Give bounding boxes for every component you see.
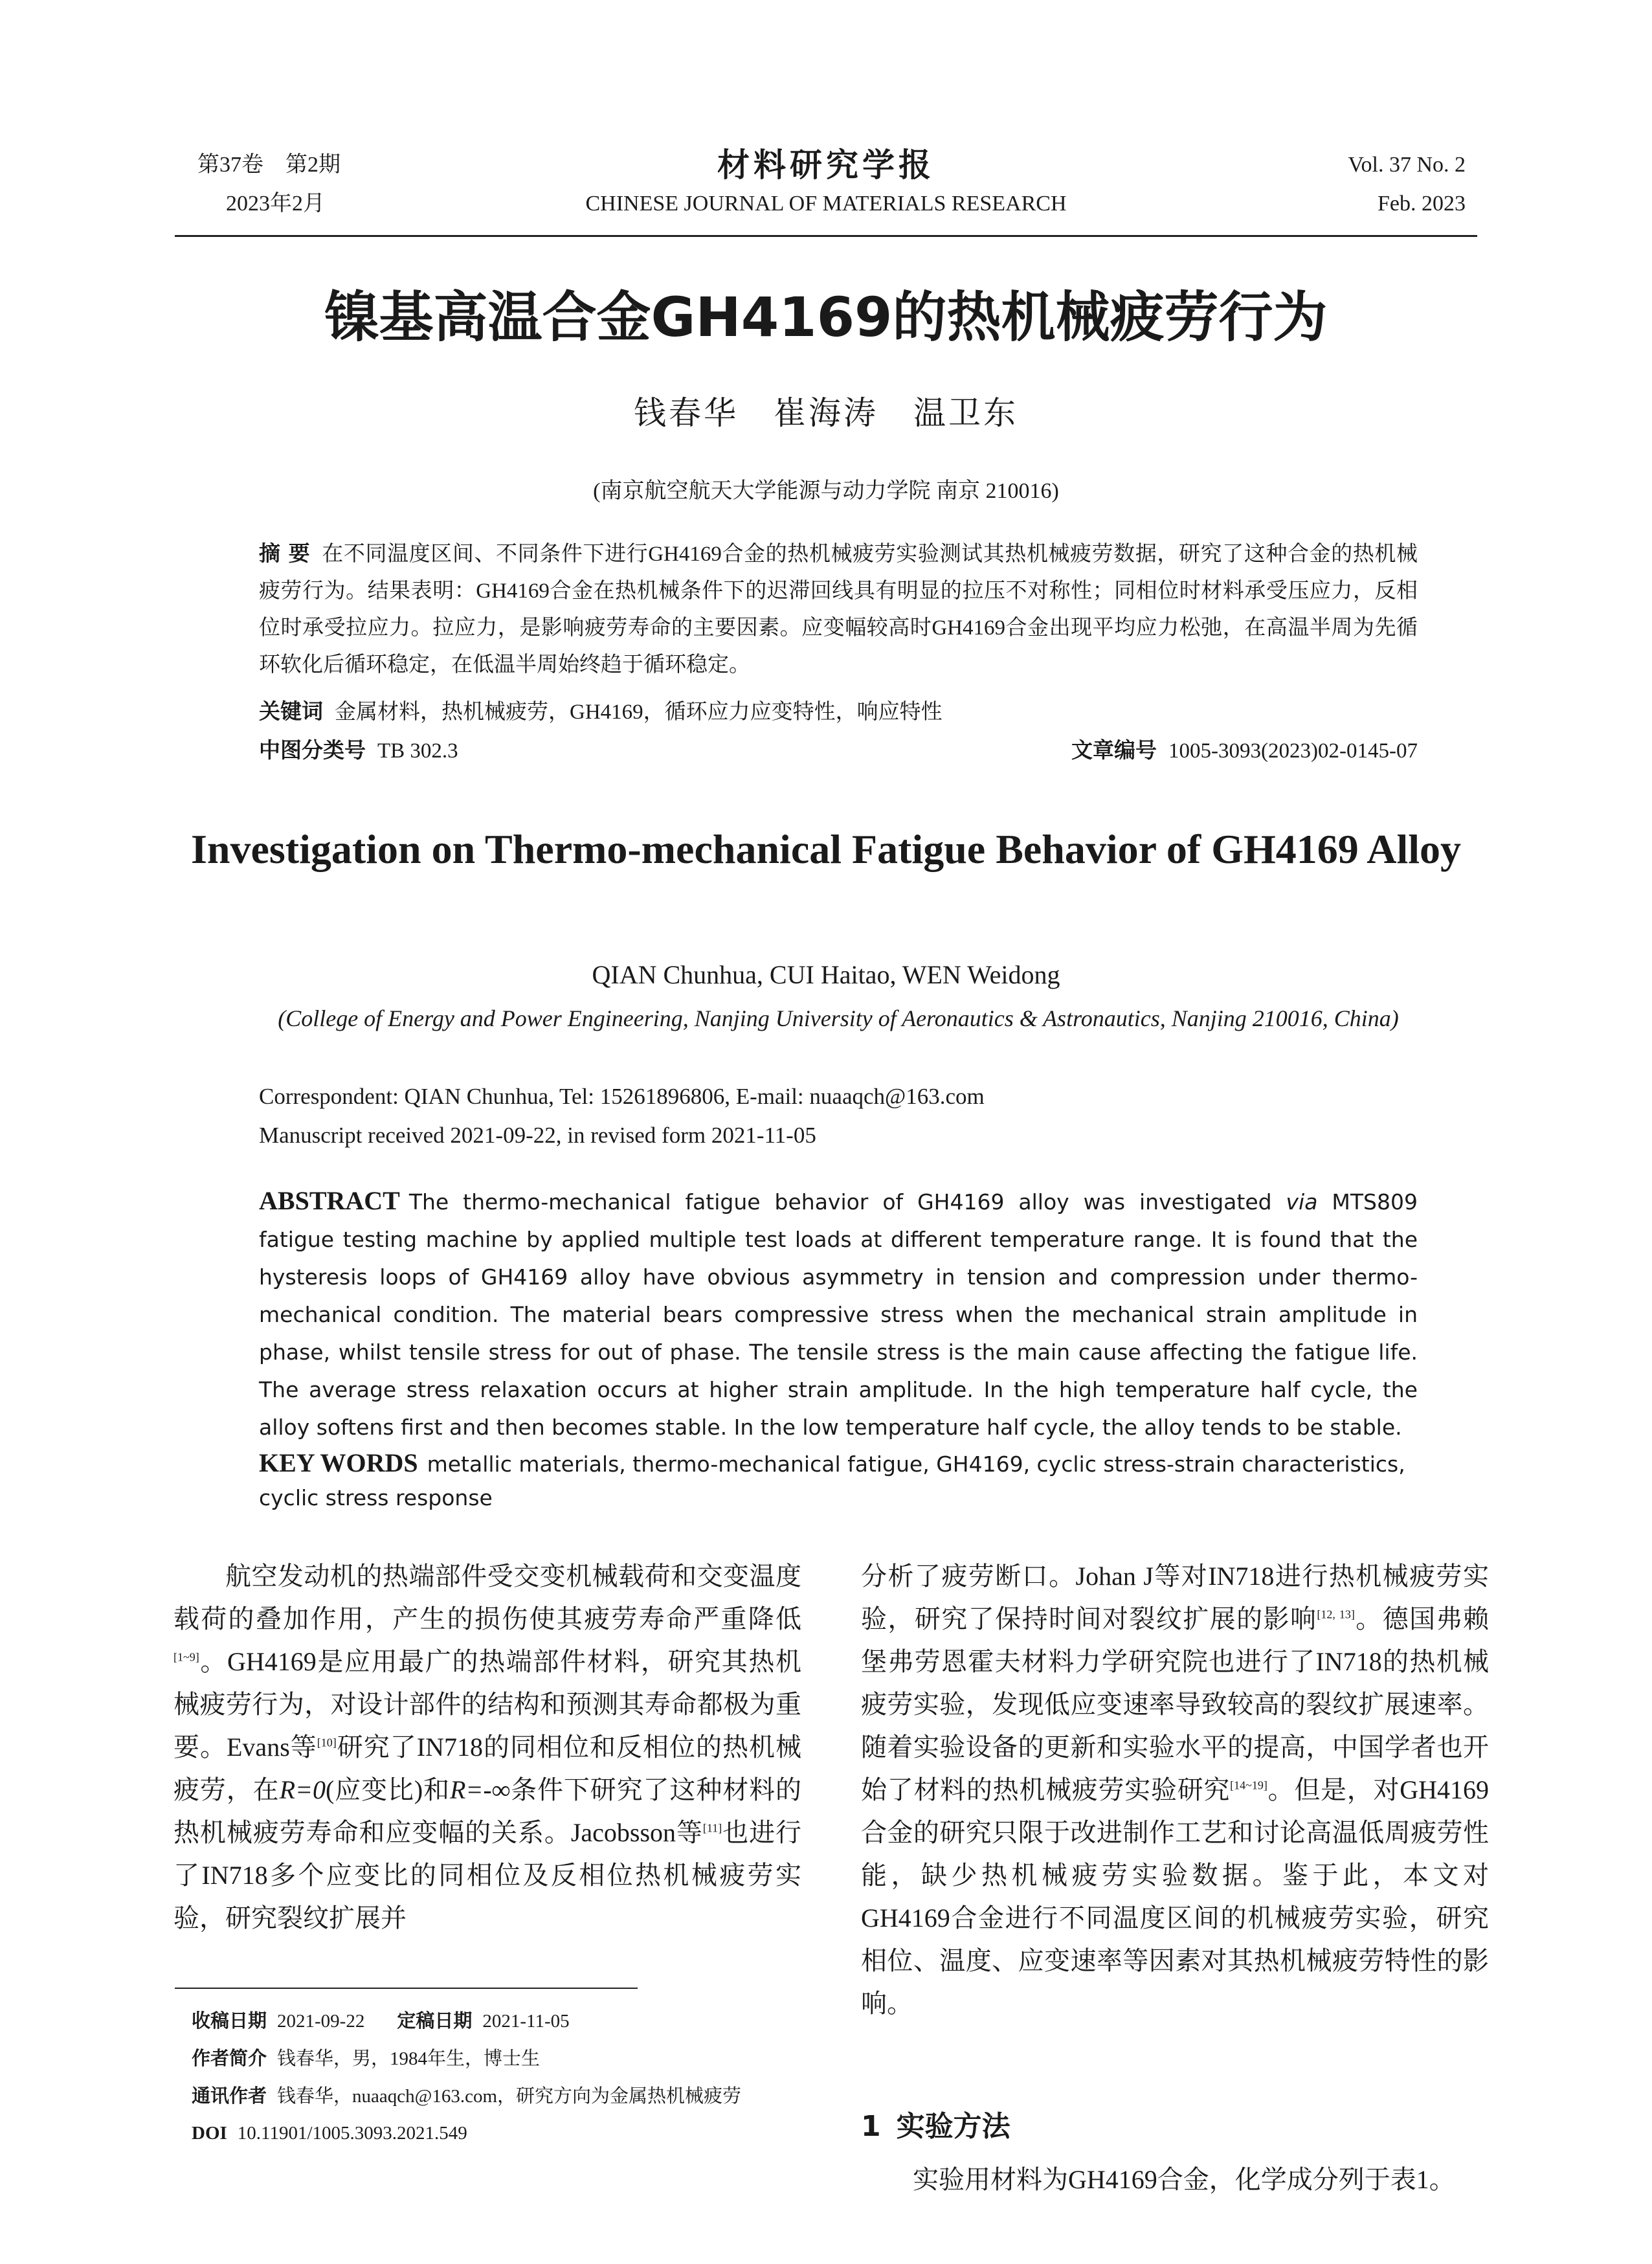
- section-heading: [861, 2105, 1010, 2148]
- footnote-doi: [192, 2115, 813, 2152]
- body-left-text-5: 条件下研究了这种材料的热机械疲劳寿命和应变幅的关系。Jacobsson等: [173, 1775, 802, 1847]
- author-bio: 钱春华，男，1984年生，博士生: [277, 2048, 541, 2069]
- body-left-text-1: 航空发动机的热端部件受交变机械载荷和交变温度载荷的叠加作用，产生的损伤使其疲劳寿命严重降低: [173, 1562, 801, 1633]
- body-left-text-6: 也进行了IN718多个应变比的同相位及反相位热机械疲劳实验，研究裂纹扩展并: [173, 1818, 802, 1933]
- footnotes: [192, 2002, 813, 2152]
- citation-ref: [14~19]: [1230, 1778, 1267, 1792]
- body-left-text-3: 研究了IN718的同相位和反相位的热机械疲劳，在: [173, 1732, 801, 1804]
- header-divider: [175, 235, 1477, 237]
- abstract-cn-text: 在不同温度区间、不同条件下进行GH4169合金的热机械疲劳实验测试其热机械疲劳数据，研究了这种合金的热机械疲劳行为。结果表明：GH4169合金在热机械条件下的迟滞回线具有明显的拉压不对称性；同相位时材料承受压应力，反相位时承受拉应力。拉应力，是影响疲劳寿命的主要因素。应变幅较高时GH4169合金出现平均应力松弛，在高温半周为先循环软化后循环稳定，在低温半周始终趋于循环稳定。: [259, 543, 1418, 677]
- correspondent: Correspondent: QIAN Chunhua, Tel: 15261896806, E-mail: nuaaqch@163.com: [259, 1084, 985, 1109]
- volume-number-en: Vol. 37 No. 2: [1348, 153, 1466, 177]
- received-date: 2021-09-22: [277, 2011, 365, 2032]
- section-number: 1: [861, 2110, 881, 2143]
- body-right-text-3: 。但是，对GH4169合金的研究只限于改进制作工艺和讨论高温低周疲劳性能，缺少热机械疲劳实验数据。鉴于此，本文对GH4169合金进行不同温度区间的机械疲劳实验，研究相位、温度、应变速率等因素对其热机械疲劳特性的影响。: [861, 1775, 1489, 2018]
- journal-title-en: CHINESE JOURNAL OF MATERIALS RESEARCH: [585, 192, 1067, 216]
- affiliation-cn: (南京航空航天大学能源与动力学院 南京 210016): [593, 479, 1059, 503]
- keywords-cn-text: 金属材料，热机械疲劳，GH4169，循环应力应变特性，响应特性: [335, 700, 943, 724]
- manuscript-dates: Manuscript received 2021-09-22, in revised form 2021-11-05: [259, 1123, 816, 1148]
- clc-value: TB 302.3: [377, 739, 458, 763]
- keywords-en-text: metallic materials, thermo-mechanical fatigue, GH4169, cyclic stress-strain characteristics, cyclic stress response: [259, 1451, 1405, 1510]
- citation-ref: [12, 13]: [1317, 1608, 1355, 1621]
- footnote-dates: [192, 2002, 813, 2040]
- doi-label: DOI: [192, 2123, 227, 2144]
- footnote-author: [192, 2040, 813, 2078]
- article-number: [1071, 732, 1418, 770]
- abstract-en-text-a: The thermo-mechanical fatigue behavior of GH4169 alloy was investigated: [408, 1189, 1272, 1215]
- footnote-divider: [175, 1988, 638, 1989]
- authors-cn: 钱春华 崔海涛 温卫东: [634, 395, 1018, 431]
- citation-ref: [11]: [702, 1821, 722, 1835]
- abstract-en-label: ABSTRACT: [259, 1186, 400, 1215]
- title-cn: 镍基高温合金GH4169的热机械疲劳行为: [324, 286, 1328, 349]
- date-en: Feb. 2023: [1378, 192, 1466, 216]
- accepted-date: 2021-11-05: [482, 2011, 570, 2032]
- abstract-cn-label: 摘 要: [259, 541, 311, 566]
- body-right-column: [861, 1555, 1489, 2025]
- corr-info: 钱春华，nuaaqch@163.com，研究方向为金属热机械疲劳: [277, 2086, 742, 2107]
- body-right-text-1: 分析了疲劳断口。Johan J等对IN718进行热机械疲劳实验，研究了保持时间对裂纹扩展的影响: [861, 1562, 1489, 1633]
- body-left-text-4: (应变比)和: [326, 1775, 450, 1804]
- affiliation-en: (College of Energy and Power Engineering, Nanjing University of Aeronautics & Astronautics, Nanjing 210016, China): [278, 1005, 1399, 1031]
- body-right-text-2: 。德国弗赖堡弗劳恩霍夫材料力学研究院也进行了IN718的热机械疲劳实验，发现低应变速率导致较高的裂纹扩展速率。随着实验设备的更新和实验水平的提高，中国学者也开始了材料的热机械疲劳实验研究: [861, 1604, 1490, 1804]
- body-left-text-2: 。GH4169是应用最广的热端部件材料，研究其热机械疲劳行为，对设计部件的结构和预测其寿命都极为重要。Evans等: [173, 1647, 801, 1762]
- date-cn: 2023年2月: [226, 192, 325, 216]
- volume-issue-cn: 第37卷 第2期: [197, 153, 340, 177]
- section-paragraph: 实验用材料为GH4169合金，化学成分列于表1。: [913, 2165, 1455, 2194]
- clc-label: 中图分类号: [259, 737, 366, 763]
- abstract-cn: [259, 535, 1418, 684]
- keywords-cn: [259, 693, 1418, 731]
- equation-r-zero: R=0: [279, 1775, 326, 1804]
- journal-title-cn: 材料研究学报: [717, 146, 935, 184]
- authors-en: QIAN Chunhua, CUI Haitao, WEN Weidong: [592, 960, 1060, 989]
- correspondence-block: [259, 1077, 1418, 1155]
- title-en: Investigation on Thermo-mechanical Fatigue Behavior of GH4169 Alloy: [190, 826, 1462, 872]
- abstract-en: [259, 1182, 1418, 1446]
- corr-label: 通讯作者: [192, 2085, 267, 2107]
- citation-ref: [10]: [317, 1736, 337, 1749]
- volume-info-en: [1348, 146, 1466, 223]
- keywords-en-label: KEY WORDS: [259, 1448, 418, 1477]
- abstract-en-via: via: [1286, 1189, 1318, 1215]
- keywords-cn-label: 关键词: [259, 699, 323, 724]
- author-label: 作者简介: [192, 2047, 267, 2069]
- received-label: 收稿日期: [192, 2010, 267, 2032]
- section-title: 实验方法: [896, 2110, 1010, 2143]
- footnote-corr: [192, 2078, 813, 2115]
- article-number-value: 1005-3093(2023)02-0145-07: [1168, 739, 1418, 763]
- citation-ref: [1~9]: [173, 1650, 199, 1664]
- article-number-label: 文章编号: [1071, 737, 1157, 763]
- equation-r-inf: R=-∞: [449, 1775, 511, 1804]
- classification-row: [259, 732, 1418, 770]
- abstract-en-text-b: MTS809 fatigue testing machine by applied multiple test loads at different temperature range. It is found that the hysteresis loops of GH4169 alloy have obvious asymmetry in tension and compression under thermo-mechanical condition. The material bears compressive stress when the mechanical strain amplitude in phase, whilst tensile stress for out of phase. The tensile stress is the main cause affecting the fatigue life. The average stress relaxation occurs at higher strain amplitude. In the high temperature half cycle, the alloy softens first and then becomes stable. In the low temperature half cycle, the alloy tends to be stable.: [259, 1189, 1418, 1440]
- doi-value: 10.11901/1005.3093.2021.549: [237, 2123, 467, 2144]
- body-left-column: [173, 1555, 801, 1940]
- keywords-en: [259, 1446, 1418, 1515]
- accepted-label: 定稿日期: [397, 2010, 473, 2032]
